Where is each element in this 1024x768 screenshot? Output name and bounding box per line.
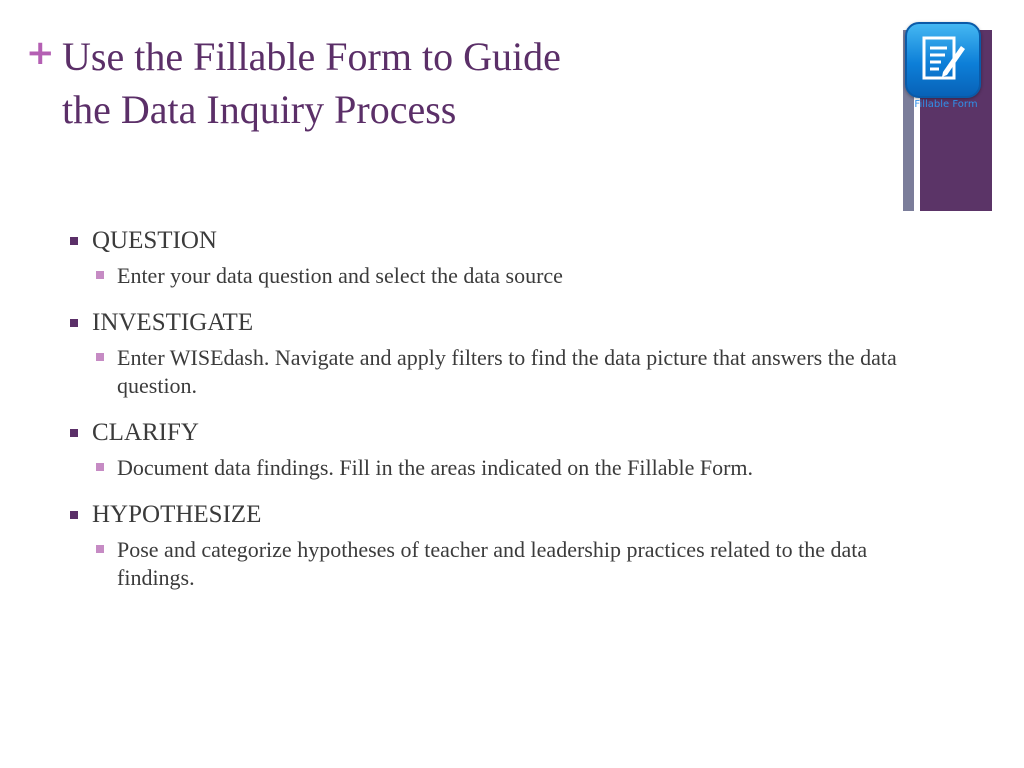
section-heading-text: QUESTION xyxy=(92,227,217,254)
section-heading-text: CLARIFY xyxy=(92,419,199,446)
section-question xyxy=(68,224,908,290)
bullet-list xyxy=(68,224,908,608)
square-bullet-icon xyxy=(70,237,78,245)
section-detail-text: Enter your data question and select the data source xyxy=(117,263,563,288)
square-bullet-icon xyxy=(70,511,78,519)
square-bullet-icon xyxy=(96,545,104,553)
section-hypothesize xyxy=(68,498,908,592)
section-clarify xyxy=(68,416,908,482)
section-detail xyxy=(68,454,908,482)
section-heading xyxy=(68,416,908,450)
slide-title-line-1: Use the Fillable Form to Guide xyxy=(62,34,561,79)
square-bullet-icon xyxy=(70,319,78,327)
square-bullet-icon xyxy=(96,463,104,471)
section-detail xyxy=(68,344,908,400)
fillable-form-caption[interactable]: Fillable Form xyxy=(914,99,978,110)
fillable-form-link[interactable] xyxy=(905,22,981,98)
slide-title xyxy=(62,30,822,136)
section-investigate xyxy=(68,306,908,400)
square-bullet-icon xyxy=(96,271,104,279)
plus-mark: + xyxy=(26,33,55,73)
square-bullet-icon xyxy=(70,429,78,437)
section-heading xyxy=(68,224,908,258)
section-detail-text: Document data findings. Fill in the areas indicated on the Fillable Form. xyxy=(117,455,754,480)
section-heading xyxy=(68,306,908,340)
section-heading xyxy=(68,498,908,532)
slide-title-line-2: the Data Inquiry Process xyxy=(62,87,457,132)
section-detail xyxy=(68,536,908,592)
section-detail xyxy=(68,262,908,290)
section-heading-text: HYPOTHESIZE xyxy=(92,501,262,528)
section-detail-text: Enter WISEdash. Navigate and apply filters to find the data picture that answers the data question. xyxy=(117,345,897,398)
section-heading-text: INVESTIGATE xyxy=(92,309,254,336)
form-edit-icon xyxy=(921,34,967,84)
section-detail-text: Pose and categorize hypotheses of teacher and leadership practices related to the data findings. xyxy=(117,537,868,590)
square-bullet-icon xyxy=(96,353,104,361)
